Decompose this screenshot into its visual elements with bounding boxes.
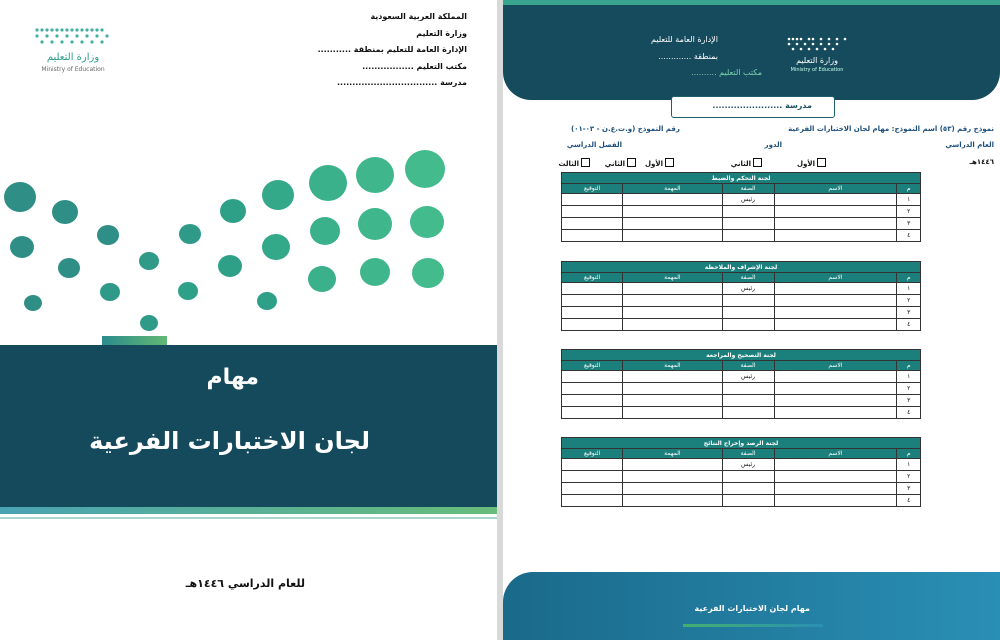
- empty-cell[interactable]: [774, 495, 897, 507]
- row-number: ٣: [897, 395, 921, 407]
- school-label: مدرسة .......................: [712, 101, 812, 110]
- round-option-1[interactable]: [797, 158, 826, 168]
- dot: [262, 234, 290, 260]
- row-number: ٤: [897, 495, 921, 507]
- empty-cell[interactable]: [623, 483, 722, 495]
- dot: [257, 292, 277, 310]
- header-logo-english: Ministry of Education: [790, 67, 844, 73]
- empty-cell[interactable]: [722, 471, 774, 483]
- dot: [310, 217, 340, 245]
- empty-cell[interactable]: [562, 395, 623, 407]
- column-header: الاسم: [774, 361, 897, 371]
- empty-cell[interactable]: [562, 295, 623, 307]
- band-stripe-thin: [0, 517, 497, 519]
- role-cell[interactable]: رئيس: [722, 459, 774, 471]
- semester-option-3[interactable]: [558, 158, 590, 168]
- empty-cell[interactable]: [722, 230, 774, 242]
- empty-cell[interactable]: [562, 283, 623, 295]
- table-row: [562, 206, 921, 218]
- dot: [52, 200, 78, 224]
- column-header: م: [897, 273, 921, 283]
- empty-cell[interactable]: [562, 471, 623, 483]
- checkbox-icon[interactable]: [665, 158, 674, 167]
- row-number: ٣: [897, 218, 921, 230]
- checkbox-icon[interactable]: [581, 158, 590, 167]
- semester-option-label: الثاني: [604, 160, 625, 168]
- row-number: ٢: [897, 206, 921, 218]
- empty-cell[interactable]: [774, 307, 897, 319]
- table-row: [562, 307, 921, 319]
- form-header: [503, 0, 1000, 100]
- empty-cell[interactable]: [562, 383, 623, 395]
- committee-title: لجنة التحكم والضبط: [562, 173, 921, 184]
- role-cell[interactable]: رئيس: [722, 194, 774, 206]
- row-number: ١: [897, 283, 921, 295]
- checkbox-icon[interactable]: [753, 158, 762, 167]
- footer-title: مهام لجان الاختبارات الفرعية: [694, 604, 810, 613]
- year-value: ١٤٤٦هـ: [969, 158, 994, 166]
- row-number: ٤: [897, 319, 921, 331]
- empty-cell[interactable]: [722, 495, 774, 507]
- school-field: [671, 96, 835, 118]
- table-row: [562, 319, 921, 331]
- empty-cell[interactable]: [623, 407, 722, 419]
- form-code: رقم النموذج (و.ت.ع.ن - ٠٣-٠١): [571, 125, 680, 133]
- header-logo: [785, 34, 855, 78]
- empty-cell[interactable]: [774, 283, 897, 295]
- empty-cell[interactable]: [623, 471, 722, 483]
- round-option-label: الثاني: [730, 160, 751, 168]
- round-option-label: الأول: [796, 160, 815, 168]
- column-header: التوقيع: [562, 273, 623, 283]
- table-row: [562, 407, 921, 419]
- committee-table: [561, 437, 921, 507]
- dot: [10, 236, 34, 258]
- empty-cell[interactable]: [722, 407, 774, 419]
- header-line1: الإدارة العامة للتعليم: [651, 35, 718, 44]
- semester-option-label: الثالث: [558, 160, 579, 168]
- committee-table: [561, 349, 921, 419]
- empty-cell[interactable]: [722, 295, 774, 307]
- empty-cell[interactable]: [774, 395, 897, 407]
- form-number: نموذج رقم (٥٣) اسم النموذج: مهام لجان الاختبارات الفرعية: [788, 125, 994, 133]
- dot: [218, 255, 242, 277]
- empty-cell[interactable]: [722, 319, 774, 331]
- ministry-logo: [33, 24, 113, 76]
- header-line: مدرسة .................................: [337, 78, 467, 87]
- column-header: المهمة: [623, 273, 722, 283]
- empty-cell[interactable]: [623, 230, 722, 242]
- row-number: ٢: [897, 471, 921, 483]
- empty-cell[interactable]: [774, 383, 897, 395]
- dot: [309, 165, 347, 201]
- table-row: [562, 295, 921, 307]
- dot: [358, 208, 392, 240]
- empty-cell[interactable]: [562, 319, 623, 331]
- empty-cell[interactable]: [722, 383, 774, 395]
- academic-year-label: العام الدراسي: [945, 141, 994, 149]
- empty-cell[interactable]: [562, 218, 623, 230]
- column-header: الاسم: [774, 273, 897, 283]
- dot: [308, 266, 336, 292]
- dot: [4, 182, 36, 212]
- header-line: المملكة العربية السعودية: [370, 12, 467, 21]
- table-row: [562, 495, 921, 507]
- header-logo-arabic: وزارة التعليم: [796, 56, 838, 65]
- row-number: ١: [897, 371, 921, 383]
- cover-year: للعام الدراسي ١٤٤٦هـ: [185, 577, 305, 590]
- column-header: الصفة: [722, 361, 774, 371]
- cover-title-line2: لجان الاختبارات الفرعية: [89, 427, 370, 455]
- empty-cell[interactable]: [562, 407, 623, 419]
- table-row: [562, 383, 921, 395]
- column-header: م: [897, 184, 921, 194]
- dot: [24, 295, 42, 311]
- round-label: الدور: [764, 141, 782, 149]
- cover-title-line1: مهام: [206, 365, 259, 390]
- empty-cell[interactable]: [774, 230, 897, 242]
- semester-option-2[interactable]: [605, 158, 636, 168]
- table-row: [562, 483, 921, 495]
- empty-cell[interactable]: [623, 295, 722, 307]
- empty-cell[interactable]: [774, 471, 897, 483]
- dot: [405, 150, 445, 188]
- empty-cell[interactable]: [774, 319, 897, 331]
- row-number: ١: [897, 194, 921, 206]
- row-number: ٤: [897, 407, 921, 419]
- semester-option-label: الأول: [644, 160, 663, 168]
- empty-cell[interactable]: [774, 295, 897, 307]
- column-header: التوقيع: [562, 184, 623, 194]
- column-header: م: [897, 361, 921, 371]
- empty-cell[interactable]: [562, 307, 623, 319]
- committee-title: لجنة الرصد وإخراج النتائج: [562, 438, 921, 449]
- table-row: [562, 218, 921, 230]
- row-number: ٢: [897, 383, 921, 395]
- header-line: الإدارة العامة للتعليم بمنطقة ...........: [317, 45, 467, 54]
- empty-cell[interactable]: [623, 307, 722, 319]
- empty-cell[interactable]: [623, 194, 722, 206]
- column-header: الاسم: [774, 184, 897, 194]
- dot: [139, 252, 159, 270]
- row-number: ٤: [897, 230, 921, 242]
- row-number: ١: [897, 459, 921, 471]
- empty-cell[interactable]: [774, 194, 897, 206]
- dot: [100, 283, 120, 301]
- table-row: [562, 471, 921, 483]
- form-page: [503, 0, 1000, 640]
- empty-cell[interactable]: [562, 483, 623, 495]
- empty-cell[interactable]: [774, 218, 897, 230]
- committee-table: [561, 172, 921, 242]
- empty-cell[interactable]: [722, 483, 774, 495]
- form-footer: [503, 572, 1000, 640]
- column-header: الصفة: [722, 273, 774, 283]
- dot: [97, 225, 119, 245]
- empty-cell[interactable]: [562, 459, 623, 471]
- dot: [140, 315, 158, 331]
- checkbox-icon[interactable]: [817, 158, 826, 167]
- header-line3: مكتب التعليم ..........: [691, 68, 762, 77]
- committee-table: [561, 261, 921, 331]
- empty-cell[interactable]: [623, 283, 722, 295]
- role-cell[interactable]: رئيس: [722, 371, 774, 383]
- dot: [58, 258, 80, 278]
- round-option-2[interactable]: [731, 158, 762, 168]
- dot: [356, 157, 394, 193]
- empty-cell[interactable]: [562, 495, 623, 507]
- dot: [412, 258, 444, 288]
- column-header: الصفة: [722, 184, 774, 194]
- dot: [178, 282, 198, 300]
- dot: [220, 199, 246, 223]
- empty-cell[interactable]: [623, 495, 722, 507]
- table-row: [562, 459, 921, 471]
- band-stripe: [0, 507, 497, 514]
- empty-cell[interactable]: [623, 395, 722, 407]
- column-header: المهمة: [623, 361, 722, 371]
- cover-page: [0, 0, 497, 640]
- dot: [262, 180, 294, 210]
- committee-title: لجنة الإشراف والملاحظة: [562, 262, 921, 273]
- header-line2: بمنطقة .............: [658, 52, 718, 61]
- empty-cell[interactable]: [623, 218, 722, 230]
- table-row: [562, 194, 921, 206]
- empty-cell[interactable]: [774, 407, 897, 419]
- logo-english: Ministry of Education: [41, 66, 105, 73]
- empty-cell[interactable]: [562, 206, 623, 218]
- column-header: المهمة: [623, 184, 722, 194]
- semester-label: الفصل الدراسي: [566, 141, 622, 149]
- empty-cell[interactable]: [623, 383, 722, 395]
- empty-cell[interactable]: [562, 230, 623, 242]
- empty-cell[interactable]: [623, 319, 722, 331]
- column-header: التوقيع: [562, 449, 623, 459]
- table-row: [562, 371, 921, 383]
- logo-dots-icon: [785, 34, 849, 54]
- semester-option-1[interactable]: [645, 158, 674, 168]
- role-cell[interactable]: رئيس: [722, 283, 774, 295]
- table-row: [562, 395, 921, 407]
- table-row: [562, 230, 921, 242]
- column-header: الاسم: [774, 449, 897, 459]
- committee-title: لجنة التصحيح والمراجعة: [562, 350, 921, 361]
- title-band: [0, 345, 497, 507]
- dot: [410, 206, 444, 238]
- empty-cell[interactable]: [774, 371, 897, 383]
- empty-cell[interactable]: [774, 483, 897, 495]
- column-header: م: [897, 449, 921, 459]
- footer-stripe: [683, 624, 823, 627]
- header-top-stripe: [503, 0, 1000, 5]
- empty-cell[interactable]: [774, 206, 897, 218]
- empty-cell[interactable]: [722, 206, 774, 218]
- empty-cell[interactable]: [562, 371, 623, 383]
- logo-arabic: وزارة التعليم: [46, 52, 100, 63]
- row-number: ٢: [897, 295, 921, 307]
- table-row: [562, 283, 921, 295]
- row-number: ٣: [897, 307, 921, 319]
- header-line: وزارة التعليم: [416, 29, 467, 38]
- header-line: مكتب التعليم .................: [362, 62, 467, 71]
- empty-cell[interactable]: [722, 395, 774, 407]
- dot: [360, 258, 390, 286]
- empty-cell[interactable]: [722, 218, 774, 230]
- empty-cell[interactable]: [623, 206, 722, 218]
- logo-dots-icon: [33, 24, 113, 50]
- checkbox-icon[interactable]: [627, 158, 636, 167]
- column-header: الصفة: [722, 449, 774, 459]
- empty-cell[interactable]: [722, 307, 774, 319]
- column-header: المهمة: [623, 449, 722, 459]
- dot: [179, 224, 201, 244]
- empty-cell[interactable]: [623, 459, 722, 471]
- empty-cell[interactable]: [774, 459, 897, 471]
- row-number: ٣: [897, 483, 921, 495]
- column-header: التوقيع: [562, 361, 623, 371]
- empty-cell[interactable]: [623, 371, 722, 383]
- empty-cell[interactable]: [562, 194, 623, 206]
